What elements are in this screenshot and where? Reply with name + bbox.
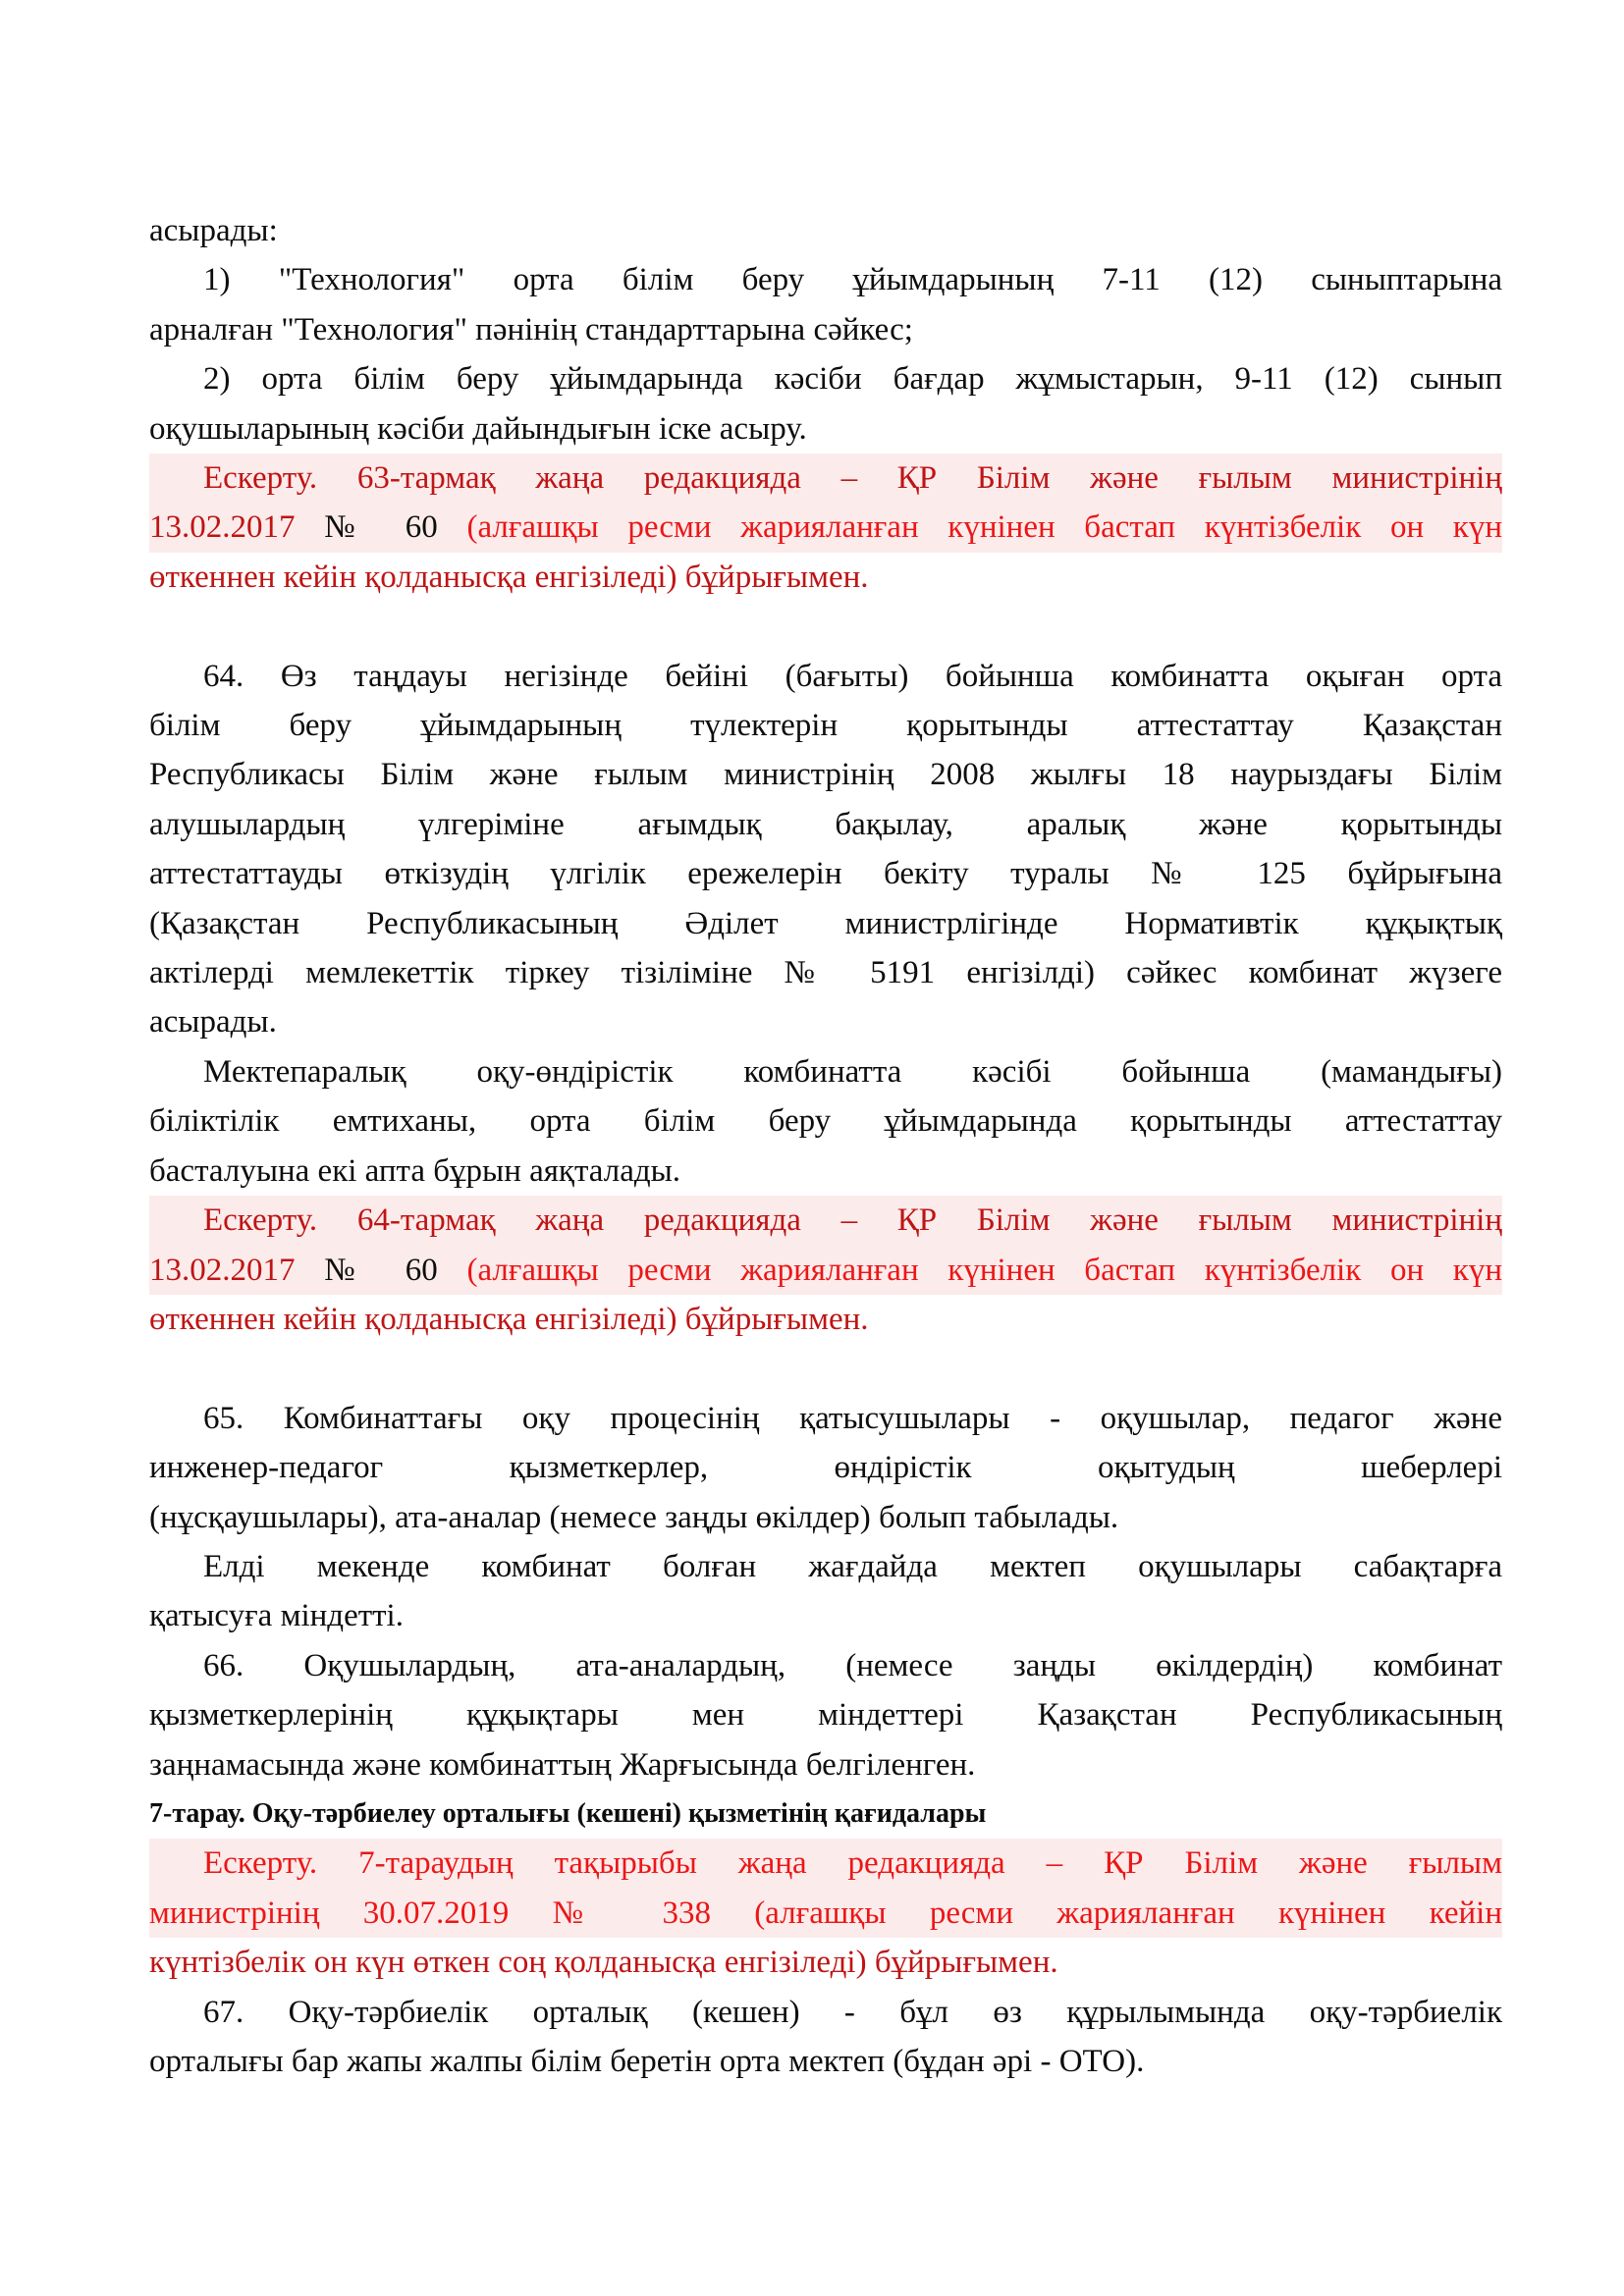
text-line xyxy=(149,255,1502,304)
text-line xyxy=(149,849,1502,898)
text-line xyxy=(149,1443,1502,1492)
text-line xyxy=(149,899,1502,948)
text-line xyxy=(149,404,1502,454)
text-segment: арналған "Технология" пәнінің стандарттарына сәйкес; xyxy=(149,311,913,347)
blank-line xyxy=(149,602,1502,651)
text-segment: 13.02.2017 xyxy=(149,509,325,546)
list-item-2 xyxy=(149,354,1502,454)
text-segment: Ескерту. 64-тармақ жаңа редакцияда – ҚР Білім және ғылым министрінің xyxy=(203,1202,1502,1239)
text-line xyxy=(149,206,1502,255)
text-segment: 2) орта білім беру ұйымдарында кәсіби бағдар жұмыстарын, 9-11 (12) сынып xyxy=(203,361,1502,398)
text-line xyxy=(149,2037,1502,2086)
blank-line xyxy=(149,1344,1502,1393)
text-line xyxy=(149,503,1502,552)
text-line xyxy=(149,1938,1502,1987)
text-segment: аттестаттауды өткізудің үлгілік ережелерін бекіту туралы № 125 бұйрығына xyxy=(149,856,1502,892)
text-segment: Мектепаралық оқу-өндірістік комбинатта кәсібі бойынша (мамандығы) xyxy=(203,1053,1502,1090)
text-line xyxy=(149,1096,1502,1146)
text-segment: № 60 xyxy=(324,1252,467,1288)
text-line xyxy=(149,1839,1502,1888)
paragraph-64 xyxy=(149,652,1502,1047)
text-line xyxy=(149,1246,1502,1295)
text-segment: 66. Оқушылардың, ата-аналардың, (немесе заңды өкілдердің) комбинат xyxy=(203,1647,1502,1683)
paragraph-67 xyxy=(149,1988,1502,2087)
text-line xyxy=(149,305,1502,354)
amendment-note-64 xyxy=(149,1196,1502,1344)
text-segment: Ескерту. 63-тармақ жаңа редакцияда – ҚР Білім және ғылым министрінің xyxy=(203,460,1502,497)
text-line xyxy=(149,1591,1502,1640)
text-segment: асырады: xyxy=(149,213,278,248)
paragraph-eldi xyxy=(149,1542,1502,1641)
text-line xyxy=(149,1889,1502,1938)
text-segment: алушылардың үлгеріміне ағымдық бақылау, аралық және қорытынды xyxy=(149,806,1502,842)
paragraph-65 xyxy=(149,1394,1502,1542)
text-segment: заңнамасында және комбинаттың Жарғысында белгіленген. xyxy=(149,1746,976,1783)
list-item-1 xyxy=(149,255,1502,354)
text-segment: білім беру ұйымдарының түлектерін қорытынды аттестаттау Қазақстан xyxy=(149,708,1502,744)
amendment-note-chapter-7 xyxy=(149,1839,1502,1987)
text-line xyxy=(149,701,1502,750)
text-segment: (нұсқаушылары), ата-аналар (немесе заңды өкілдер) болып табылады. xyxy=(149,1499,1119,1535)
text-segment: өткеннен кейін қолданысқа енгізіледі) бұйрығымен. xyxy=(149,1301,869,1337)
paragraph-mektep xyxy=(149,1047,1502,1196)
amendment-note-63 xyxy=(149,454,1502,602)
text-segment: Республикасы Білім және ғылым министрінің 2008 жылғы 18 наурыздағы Білім xyxy=(149,757,1502,793)
text-segment: қызметкерлерінің құқықтары мен міндеттері Қазақстан Республикасының xyxy=(149,1697,1502,1734)
text-line xyxy=(149,1641,1502,1690)
text-line xyxy=(149,1047,1502,1096)
text-segment: 1) "Технология" орта білім беру ұйымдарының 7-11 (12) сыныптарына xyxy=(203,262,1502,298)
paragraph-66 xyxy=(149,1641,1502,1789)
text-segment: Елді мекенде комбинат болған жағдайда мектеп оқушылары сабақтарға xyxy=(203,1548,1502,1584)
text-segment: 13.02.2017 xyxy=(149,1252,325,1288)
text-segment: 7-тарау. Оқу-тәрбиелеу орталығы (кешені) қызметінің қағидалары xyxy=(149,1797,987,1829)
text-line xyxy=(149,1295,1502,1344)
text-line xyxy=(149,1147,1502,1196)
text-line xyxy=(149,1789,1502,1839)
text-segment: оқушыларының кәсіби дайындығын іске асыру. xyxy=(149,410,807,447)
text-line xyxy=(149,1196,1502,1245)
text-segment: қатысуға міндетті. xyxy=(149,1598,404,1634)
text-line xyxy=(149,1542,1502,1591)
text-line xyxy=(149,1988,1502,2037)
text-segment: (Қазақстан Республикасының Әділет министрлігінде Нормативтік құқықтық xyxy=(149,905,1502,941)
text-segment: (алғашқы ресми жарияланған күнінен бастап күнтізбелік он күн xyxy=(466,1252,1502,1288)
text-line xyxy=(149,750,1502,799)
text-line xyxy=(149,948,1502,997)
text-segment: асырады. xyxy=(149,1004,277,1041)
text-line xyxy=(149,1740,1502,1789)
text-segment: министрінің 30.07.2019 № 338 (алғашқы ресми жарияланған күнінен кейін xyxy=(149,1895,1502,1931)
text-segment: 65. Комбинаттағы оқу процесінің қатысушылары - оқушылар, педагог және xyxy=(203,1400,1502,1436)
text-segment: (алғашқы ресми жарияланған күнінен бастап күнтізбелік он күн xyxy=(466,509,1502,546)
text-segment: 64. Өз таңдауы негізінде бейіні (бағыты) бойынша комбинатта оқыған орта xyxy=(203,658,1502,694)
text-segment: № 60 xyxy=(324,509,467,546)
chapter-7-heading xyxy=(149,1789,1502,1839)
text-line xyxy=(149,553,1502,602)
paragraph-tail xyxy=(149,206,1502,255)
text-line xyxy=(149,1493,1502,1542)
text-line xyxy=(149,1394,1502,1443)
text-segment: біліктілік емтиханы, орта білім беру ұйымдарында қорытынды аттестаттау xyxy=(149,1103,1502,1140)
text-line xyxy=(149,354,1502,403)
text-segment: басталуына екі апта бұрын аяқталады. xyxy=(149,1152,681,1189)
text-line xyxy=(149,1690,1502,1739)
text-segment: өткеннен кейін қолданысқа енгізіледі) бұйрығымен. xyxy=(149,559,869,595)
text-segment: инженер-педагог қызметкерлер, өндірістік оқытудың шеберлері xyxy=(149,1450,1502,1486)
text-line xyxy=(149,997,1502,1046)
text-line xyxy=(149,800,1502,849)
text-line xyxy=(149,454,1502,503)
text-segment: күнтізбелік он күн өткен соң қолданысқа енгізіледі) бұйрығымен. xyxy=(149,1945,1058,1981)
text-segment: орталығы бар жапы жалпы білім беретін орта мектеп (бұдан әрі - ОТО). xyxy=(149,2044,1145,2079)
text-segment: актілерді мемлекеттік тіркеу тізіліміне № 5191 енгізілді) сәйкес комбинат жүзеге xyxy=(149,955,1502,991)
text-segment: 67. Оқу-тәрбиелік орталық (кешен) - бұл өз құрылымында оқу-тәрбиелік xyxy=(203,1994,1502,2030)
text-segment: Ескерту. 7-тараудың тақырыбы жаңа редакцияда – ҚР Білім және ғылым xyxy=(203,1845,1502,1882)
text-line xyxy=(149,652,1502,701)
